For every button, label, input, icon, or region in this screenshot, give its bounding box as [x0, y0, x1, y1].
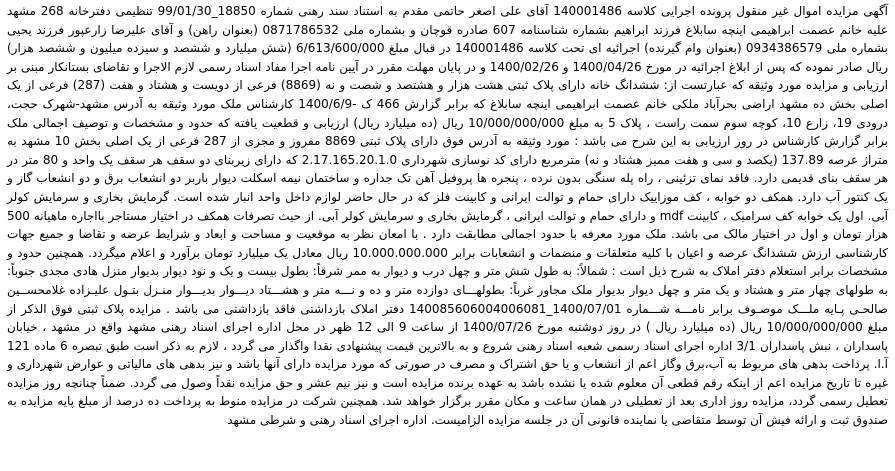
- auction-notice-text: آگهی مزایده اموال غیر منقول پرونده اجرایی کلاسه 140001486 آقای علی اصغر حاتمی مقدم به استناد سند رهنی شماره 18850_99/01/30 تنظیمی دفترخانه 268 مشهد علیه خانم عصمت ابراهیمی اینچه سابلاغ فرزند ابراهیم بشماره شناسنامه 607 صادره قوچان و بشماره ملی 0871786532 (بعنوان راهن) و آقای علیرضا زارعپور فرزند یحیی بشماره ملی 0934386579 (بعنوان وام گیرنده) اجرائیه ای تحت کلاسه 140001486 در قبال مبلغ 6/613/600/000 (شش میلیارد و ششصد و سیزده میلیون و ششصد هزار) ریال صادر نموده که پس از ابلاغ اجرائیه در مورخ 1400/04/26 و 1400/02/26 و در پایان مهلت مقرر در آیین نامه اجرا مفاد اسناد رسمی لازم الاجرا و تقاضای بستانکار مبنی بر ارزیابی و مزایده مورد وثیقه که عبارتست از: ششدانگ خانه دارای پلاک ثبتی هشت هزار و هشتصد و شصت و نه (8869) فرعی از دویست و هشتاد و هفت (287) فرعی از یک اصلی بخش ده مشهد اراضی بحرآباد ملکی خانم عصمت ابراهیمی اینچه سابلاغ که برابر گزارش 466 ک -1400/6/9 کارشناس ملک مورد وثیقه به آدرس مشهد-شهرک حجت، درودی 19، زارع 10، کوچه سوم سمت راست ، پلاک 5 به مبلغ 10/000/000/000 ریال (ده میلیارد ریال) ارزیابی و قطعیت یافته که حدود و مشخصات و توصیف اجمالی ملک برابر گزارش کارشناس در روز ارزیابی به این شرح می باشد : مورد وثیقه به آدرس فوق دارای پلاک ثبتی 8869 مفروز و مجزی از 287 فرعی از یک اصلی بخش 10 مشهد به متراژ عرصه 137.89 (یکصد و سی و هفت ممیز هشتاد و نه) مترمربع دارای کد نوسازی شهرداری 2.17.165.20.1.0 که دارای زیربنای دو سقف هر سقف یک واحد و 80 متر در هر سقف بنای قدیمی دارد. فاقد نمای تزئینی ، راه پله سنگی بدون نرده ، پنجره ها پروفیل آهن تک جداره و ساختمان نیمه اسکلت دیوار باربر دو انشعاب برق و دو انشعاب گاز و یک کنتور آب دارد. همکف دو خوابه ، کف موزاییک دارای حمام و توالت ایرانی و کابینت فلز که در حال حاضر لوازم داخل واحد انبار شده است. گرمایش بخاری و سرمایش کولر آبی. اول یک خوابه کف سرامیک ، کابینت mdf و دارای حمام و توالت ایرانی ، گرمایش بخاری و سرمایش کولر آبی. از حیث تصرفات همکف در اختیار مستاجر بااجاره ماهیانه 500 هزار تومان و اول در اختیار مالک می باشد. ملک مورد معرفه با حدود اجمالی مطابقت دارد . با امعان نظر به موقعیت و مساحت و ابعاد و شرایط عرضه و تقاضا و جمیع جهات کارشناسی ارزش ششدانگ عرصه و اعیان با کلیه متعلقات و منضمات و انشعابات برابر 10.000.000.000 ریال معادل یک میلیارد تومان برآورد و اعلام میگردد. همچنین حدود و مشخصات برابر استعلام دفتر املاک به شرح ذیل است : شمالاً: به طول شش متر و چهل درب و دیوار به ممر شرقاً: بطول بیست و یک و نود دیوار بدیوار منزل هادی مجدی جنوباً: به طولهای چهار متر و هشتاد و یک متر و چهل دیوار بدیوار ملک مجاور غرباً: بطولهـــای دوازده متر و ده و نـــه متر و هشـــتاد دیـــوار بدیـــوار منـزل بتـول علیـزاده غلامحســین صالحـی پـایه ملـــک موصـوف برابر نامـــه شـــماره 1400/07/01_140085606004006081 دفتر املاک بازداشتی فاقد بازداشتی می باشد . مزایده پلاک ثبتی فوق الذکر از مبلغ 10/000/000/000 ریال (ده میلیارد ریال ) در روز دوشنبه مورخ 1400/07/26 از ساعت 9 الی 12 ظهر در محل اداره اجرای اسناد رهنی مشهد واقع در مشهد ، خیابان پاسداران ، نبش پاسداران 3/1 اداره اجرای اسناد رسمی شعبه اسناد رهنی شروع و به بالاترین قیمت پیشنهادی نقدا واگذار می گردد ، لازم به ذکر است طبق تبصره 6 ماده 121 آ.ا. پرداخت بدهی های مربوط به آب،برق وگاز اعم از انشعاب و یا حق اشتراک و مصرف در صورتی که مورد مزایده دارای آنها باشد و نیز بدهی های مالیاتی و عوارض شهرداری و غیره تا تاریخ مزایده اعم از اینکه رقم قطعی آن معلوم شده یا نشده باشد به عهده برنده مزایده است و نیز نیم عشر و حق مزایده نقداً وصول می گردد. ضمناً چنانچه روز مزایده تعطیل رسمی گردد، مزایده روز اداری بعد از تعطیلی در همان ساعت و مکان مقرر برگزار خواهد شد. همچنین شرکت در مزایده منوط به پرداخت ده درصد از مبلغ پایه مزایده به صندوق ثبت و ارائه فیش آن توسط متقاضی یا نماینده قانونی آن در جلسه مزایده الزامیست. اداره اجرای اسناد رهنی و شرطی مشهد: [7, 4, 889, 428]
